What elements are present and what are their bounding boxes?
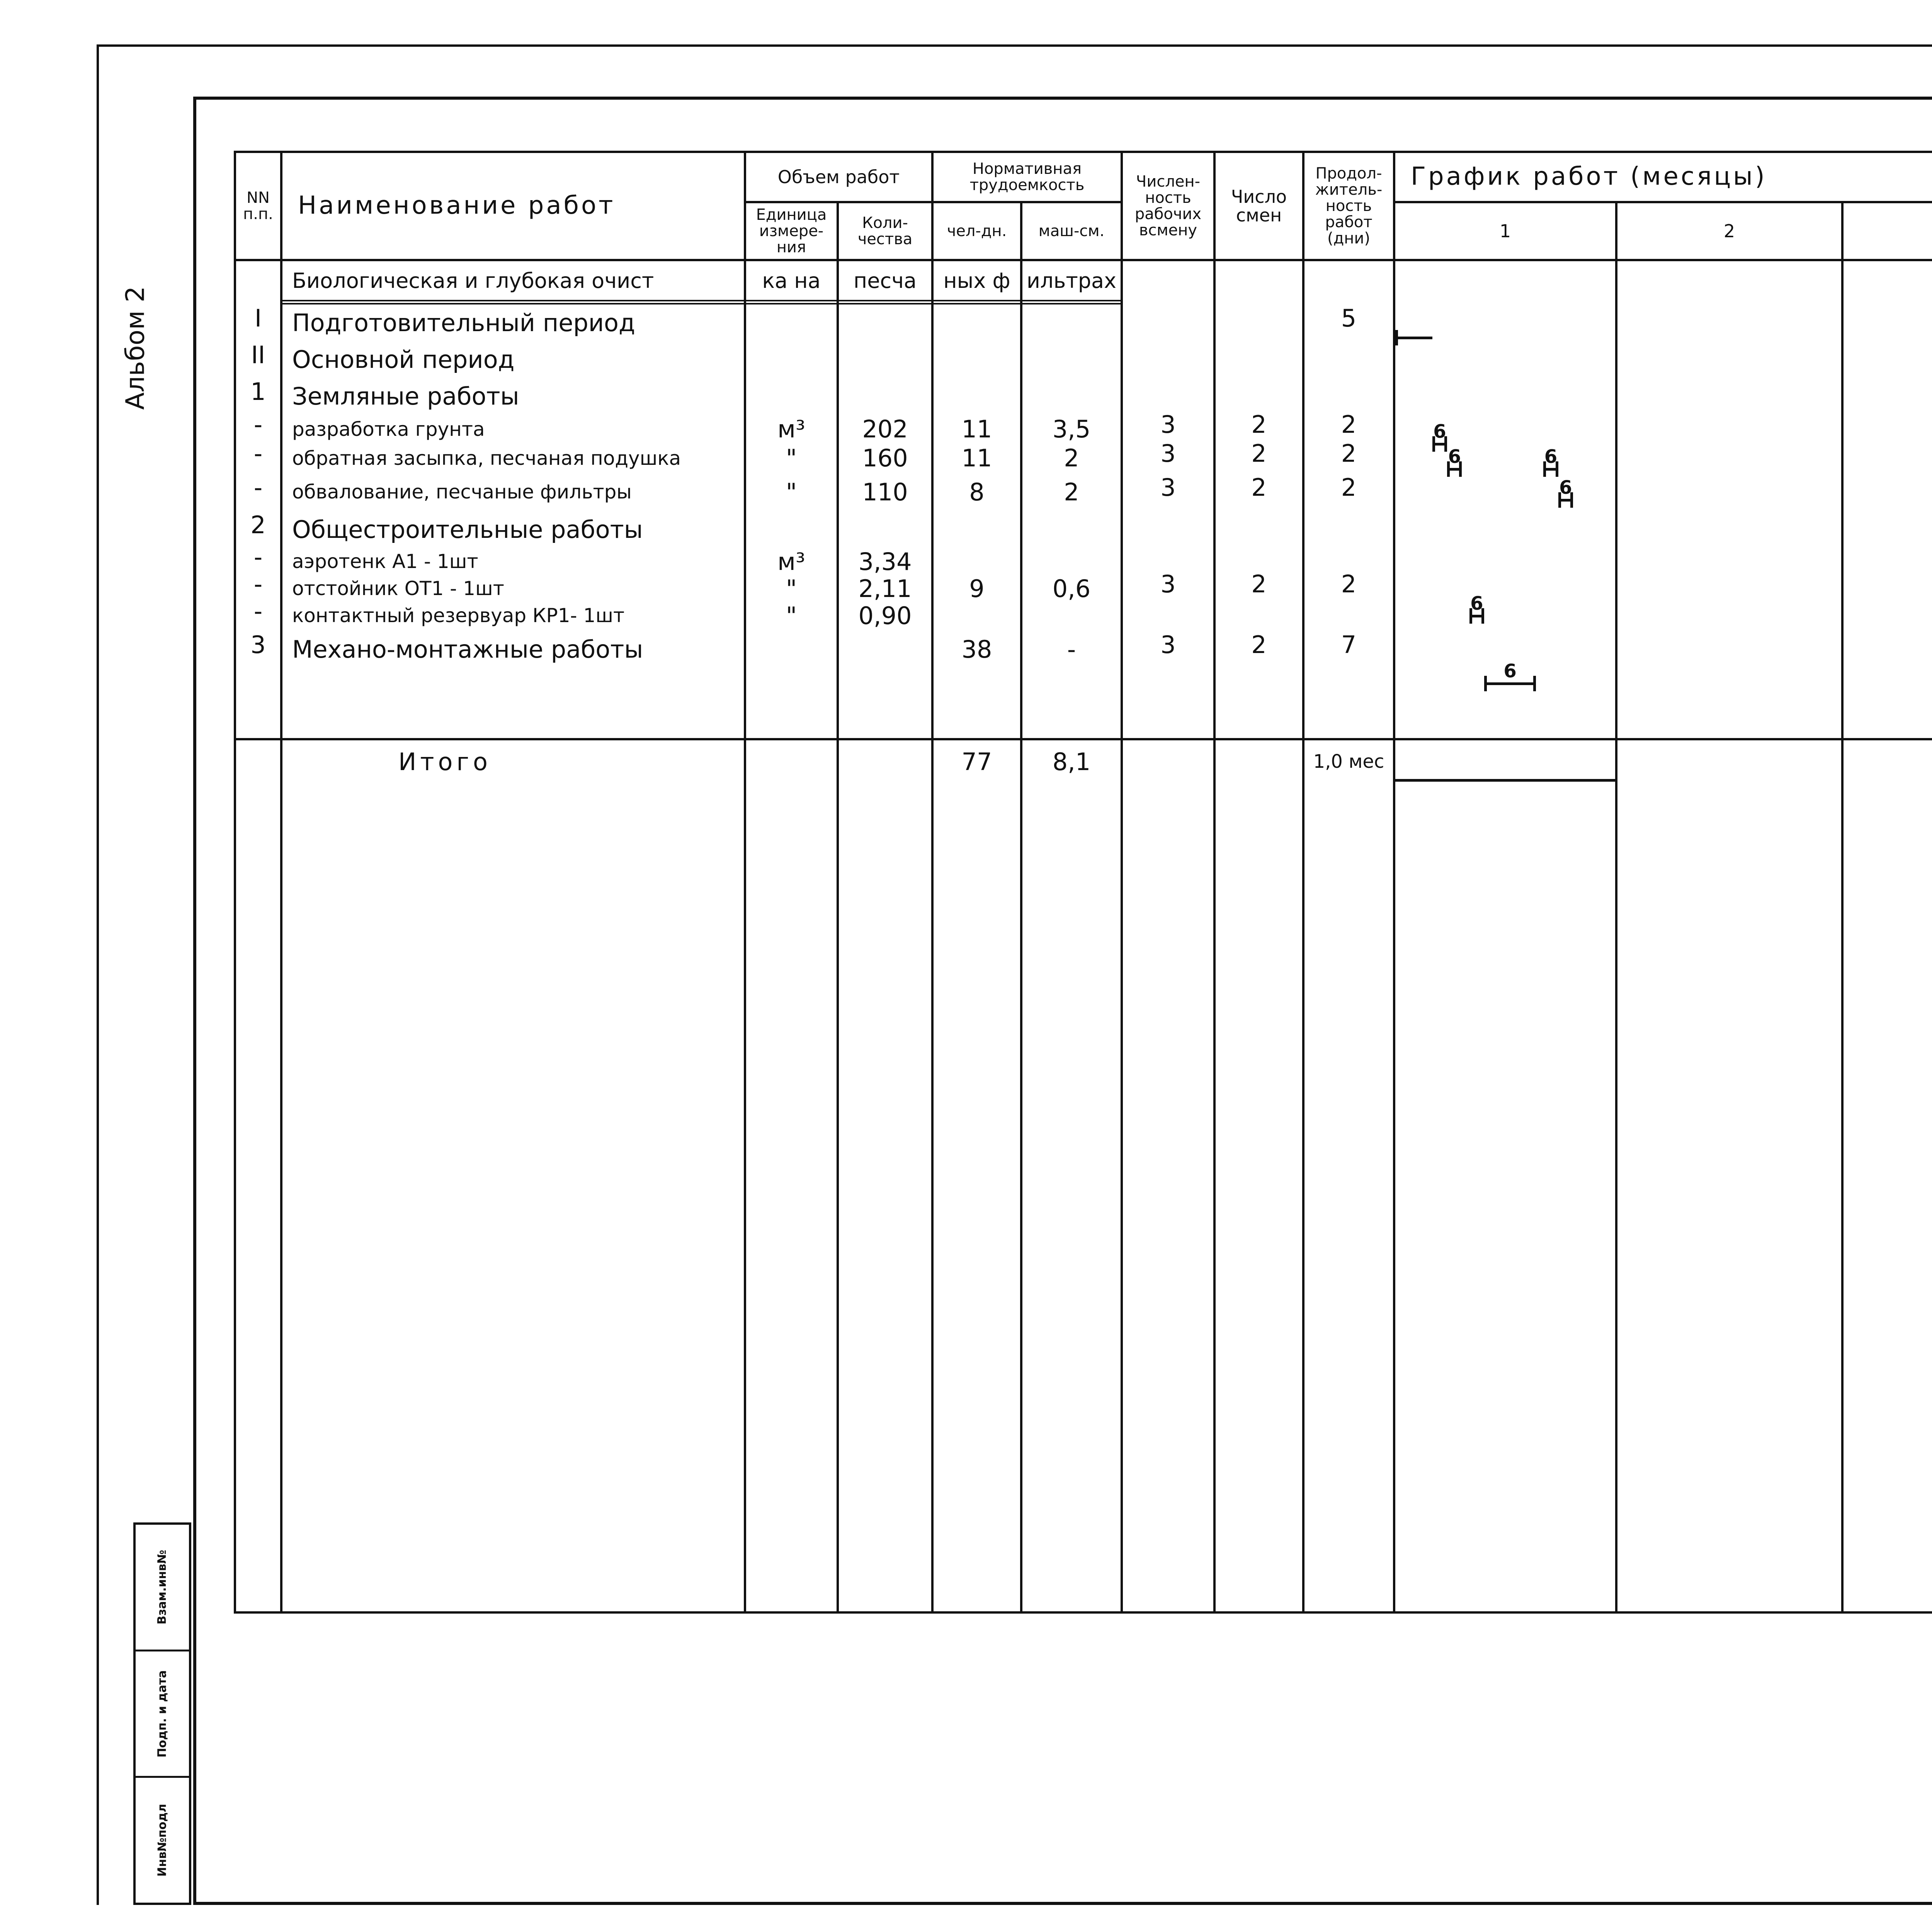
unit-column bbox=[745, 260, 838, 739]
col-schedule-header: График работ (месяцы) bbox=[1394, 152, 1932, 202]
row-7-md bbox=[934, 511, 1020, 548]
stamp-replacement: Взам.инв№ bbox=[136, 1525, 189, 1651]
row-5-qty: 160 bbox=[862, 444, 908, 472]
gantt-total-month-3 bbox=[1842, 739, 1932, 1612]
row-9-qty: 2,11 bbox=[858, 575, 912, 602]
row-9-s: 2 bbox=[1251, 570, 1267, 597]
gantt-month-1 bbox=[1394, 260, 1616, 739]
gantt-bar bbox=[1543, 446, 1558, 471]
row-4-d: 2 bbox=[1341, 410, 1357, 439]
gantt-bar-label: 6 bbox=[1559, 477, 1572, 498]
col-mandays-header: чел-дн. bbox=[932, 202, 1021, 260]
gantt-total-month-1 bbox=[1394, 739, 1616, 1612]
col-shifts-header: Число смен bbox=[1214, 152, 1303, 260]
row-2-name: Основной период bbox=[292, 345, 515, 374]
row-1-w bbox=[1123, 300, 1213, 337]
name-column bbox=[281, 260, 745, 739]
row-6-w: 3 bbox=[1160, 473, 1176, 502]
row-7-n: 2 bbox=[250, 511, 266, 539]
row-2-n: II bbox=[251, 341, 265, 369]
section-spacer bbox=[1216, 261, 1302, 300]
row-4-ms: 3,5 bbox=[1052, 415, 1091, 443]
row-8-d bbox=[1304, 543, 1393, 570]
row-11-name: Механо-монтажные работы bbox=[292, 635, 643, 663]
row-5-md: 11 bbox=[961, 444, 992, 472]
total-workers-cell bbox=[1122, 739, 1214, 1612]
row-5-w: 3 bbox=[1160, 439, 1176, 468]
row-2-w bbox=[1123, 337, 1213, 373]
section-title-part: ка на bbox=[746, 261, 837, 304]
gantt-month-2 bbox=[1616, 260, 1842, 739]
section-spacer bbox=[236, 261, 280, 300]
row-3-n: 1 bbox=[250, 378, 266, 406]
work-schedule-table bbox=[234, 151, 1932, 1614]
col-unit-header: Единица измере-ния bbox=[745, 202, 838, 260]
col-norm-header: Нормативная трудоемкость bbox=[932, 152, 1122, 202]
row-4-n: - bbox=[253, 410, 263, 439]
workers-column bbox=[1122, 260, 1214, 739]
section-title-part: песча bbox=[839, 261, 931, 304]
gantt-total-bar bbox=[1395, 779, 1617, 782]
row-1-md bbox=[934, 304, 1020, 341]
row-9-ms: 0,6 bbox=[1052, 575, 1091, 602]
gantt-bar bbox=[1558, 477, 1573, 502]
row-6-md: 8 bbox=[969, 478, 985, 506]
month-1-header: 1 bbox=[1394, 202, 1616, 260]
row-3-unit bbox=[746, 378, 837, 415]
outer-frame-top bbox=[97, 44, 1932, 47]
row-6-n: - bbox=[253, 473, 263, 502]
total-mandays-cell bbox=[932, 739, 1021, 1612]
row-10-s bbox=[1216, 597, 1302, 624]
section-spacer bbox=[1123, 261, 1213, 300]
row-5-unit: " bbox=[786, 444, 797, 472]
col-duration-header: Продол-житель-ность работ (дни) bbox=[1303, 152, 1394, 260]
col-volume-header: Объем работ bbox=[745, 152, 932, 202]
total-qty-cell bbox=[838, 739, 932, 1612]
total-duration-cell bbox=[1303, 739, 1394, 1612]
row-5-s: 2 bbox=[1251, 439, 1267, 468]
row-1-name: Подготовительный период bbox=[292, 309, 635, 337]
row-9-d: 2 bbox=[1341, 570, 1357, 597]
row-1-ms bbox=[1022, 304, 1121, 341]
row-10-md bbox=[934, 602, 1020, 629]
total-duration: 1,0 мес bbox=[1313, 751, 1384, 772]
row-8-s bbox=[1216, 543, 1302, 570]
stamp-inventory: Инв№подл bbox=[155, 1804, 169, 1877]
gantt-bar bbox=[1484, 660, 1536, 685]
total-unit-cell bbox=[745, 739, 838, 1612]
row-3-name: Земляные работы bbox=[292, 382, 519, 410]
gantt-bar bbox=[1447, 446, 1462, 471]
gantt-bar bbox=[1469, 593, 1484, 617]
row-10-ms bbox=[1022, 602, 1121, 629]
row-9-unit: " bbox=[786, 575, 797, 602]
total-mandays: 77 bbox=[961, 747, 992, 776]
duration-column bbox=[1303, 260, 1394, 739]
total-label: Итого bbox=[398, 747, 492, 776]
col-workers-header: Числен-ность рабочих всмену bbox=[1122, 152, 1214, 260]
row-7-name: Общестроительные работы bbox=[292, 515, 643, 544]
row-7-s bbox=[1216, 507, 1302, 543]
row-6-d: 2 bbox=[1341, 473, 1357, 502]
row-1-d: 5 bbox=[1341, 304, 1357, 332]
row-8-qty: 3,34 bbox=[858, 548, 912, 575]
row-7-w bbox=[1123, 507, 1213, 543]
row-8-ms bbox=[1022, 548, 1121, 575]
row-2-s bbox=[1216, 337, 1302, 373]
shifts-column bbox=[1214, 260, 1303, 739]
gantt-bar bbox=[1432, 421, 1447, 446]
row-1-s bbox=[1216, 300, 1302, 337]
total-machshifts: 8,1 bbox=[1052, 747, 1091, 776]
num-column bbox=[235, 260, 281, 739]
total-shifts-cell bbox=[1214, 739, 1303, 1612]
gantt-month-3 bbox=[1842, 260, 1932, 739]
gantt-bar-label: 6 bbox=[1433, 421, 1446, 442]
mandays-column bbox=[932, 260, 1021, 739]
row-7-d bbox=[1304, 507, 1393, 543]
stamp-strip bbox=[133, 1522, 191, 1905]
row-4-md: 11 bbox=[961, 415, 992, 443]
row-10-qty: 0,90 bbox=[858, 602, 912, 629]
row-10-name: контактный резервуар КР1- 1шт bbox=[292, 604, 625, 627]
total-label-cell bbox=[281, 739, 745, 1612]
row-9-name: отстойник ОТ1 - 1шт bbox=[292, 577, 504, 600]
row-7-qty bbox=[839, 511, 931, 548]
col-machshifts-header: маш-см. bbox=[1021, 202, 1122, 260]
row-8-w bbox=[1123, 543, 1213, 570]
row-10-n: - bbox=[253, 597, 263, 624]
row-9-w: 3 bbox=[1160, 570, 1176, 597]
gantt-bar-label: 6 bbox=[1470, 593, 1483, 614]
row-11-unit bbox=[746, 629, 837, 670]
col-name-header: Наименование работ bbox=[281, 152, 745, 260]
section-spacer bbox=[1304, 261, 1393, 300]
row-3-s bbox=[1216, 373, 1302, 410]
qty-column bbox=[838, 260, 932, 739]
row-9-n: - bbox=[253, 570, 263, 597]
row-11-s: 2 bbox=[1251, 631, 1267, 659]
month-3-header bbox=[1842, 202, 1932, 260]
row-11-w: 3 bbox=[1160, 631, 1176, 659]
row-7-unit bbox=[746, 511, 837, 548]
col-qty-header: Коли-чества bbox=[838, 202, 932, 260]
row-2-unit bbox=[746, 341, 837, 378]
row-11-n: 3 bbox=[250, 631, 266, 659]
row-10-d bbox=[1304, 597, 1393, 624]
row-6-name: обвалование, песчаные фильтры bbox=[292, 481, 632, 503]
gantt-bar-label: 6 bbox=[1448, 446, 1461, 468]
row-8-n: - bbox=[253, 543, 263, 570]
row-4-qty: 202 bbox=[862, 415, 908, 443]
row-6-unit: " bbox=[786, 478, 797, 506]
row-11-d: 7 bbox=[1341, 631, 1357, 659]
row-3-ms bbox=[1022, 378, 1121, 415]
row-4-unit: м³ bbox=[777, 415, 805, 443]
row-3-w bbox=[1123, 373, 1213, 410]
row-11-md: 38 bbox=[961, 635, 992, 663]
row-5-d: 2 bbox=[1341, 439, 1357, 468]
row-5-n: - bbox=[253, 439, 263, 468]
row-10-unit: " bbox=[786, 602, 797, 629]
row-1-unit bbox=[746, 304, 837, 341]
row-11-qty bbox=[839, 629, 931, 670]
album-label: Альбом 2 bbox=[120, 286, 150, 410]
row-4-s: 2 bbox=[1251, 410, 1267, 439]
section-title-part: ных ф bbox=[934, 261, 1020, 304]
row-10-w bbox=[1123, 597, 1213, 624]
gantt-bar bbox=[1395, 337, 1432, 339]
row-6-s: 2 bbox=[1251, 473, 1267, 502]
row-2-md bbox=[934, 341, 1020, 378]
col-num-header: NN п.п. bbox=[235, 152, 281, 260]
row-4-w: 3 bbox=[1160, 410, 1176, 439]
machshifts-column bbox=[1021, 260, 1122, 739]
row-3-qty bbox=[839, 378, 931, 415]
row-3-d bbox=[1304, 373, 1393, 410]
row-8-md bbox=[934, 548, 1020, 575]
row-2-d bbox=[1304, 337, 1393, 373]
row-6-qty: 110 bbox=[862, 478, 908, 506]
row-1-qty bbox=[839, 304, 931, 341]
section-title-part: Биологическая и глубокая очист bbox=[282, 261, 744, 304]
row-5-name: обратная засыпка, песчаная подушка bbox=[292, 447, 681, 469]
total-machshifts-cell bbox=[1021, 739, 1122, 1612]
row-7-ms bbox=[1022, 511, 1121, 548]
total-num-cell bbox=[235, 739, 281, 1612]
row-5-ms: 2 bbox=[1064, 444, 1079, 472]
row-11-ms: - bbox=[1067, 635, 1076, 663]
row-1-n: I bbox=[254, 304, 262, 332]
section-title-part: ильтрах bbox=[1022, 261, 1121, 304]
row-6-ms: 2 bbox=[1064, 478, 1079, 506]
gantt-total-month-2 bbox=[1616, 739, 1842, 1612]
gantt-bar-label: 6 bbox=[1544, 446, 1558, 468]
row-2-ms bbox=[1022, 341, 1121, 378]
month-2-header: 2 bbox=[1616, 202, 1842, 260]
stamp-signature-date: Подп. и дата bbox=[136, 1651, 189, 1778]
row-8-unit: м³ bbox=[777, 548, 805, 575]
row-3-md bbox=[934, 378, 1020, 415]
row-4-name: разработка грунта bbox=[292, 418, 485, 440]
gantt-bar-label: 6 bbox=[1503, 660, 1517, 682]
row-8-name: аэротенк А1 - 1шт bbox=[292, 550, 478, 573]
row-2-qty bbox=[839, 341, 931, 378]
row-9-md: 9 bbox=[969, 575, 985, 602]
